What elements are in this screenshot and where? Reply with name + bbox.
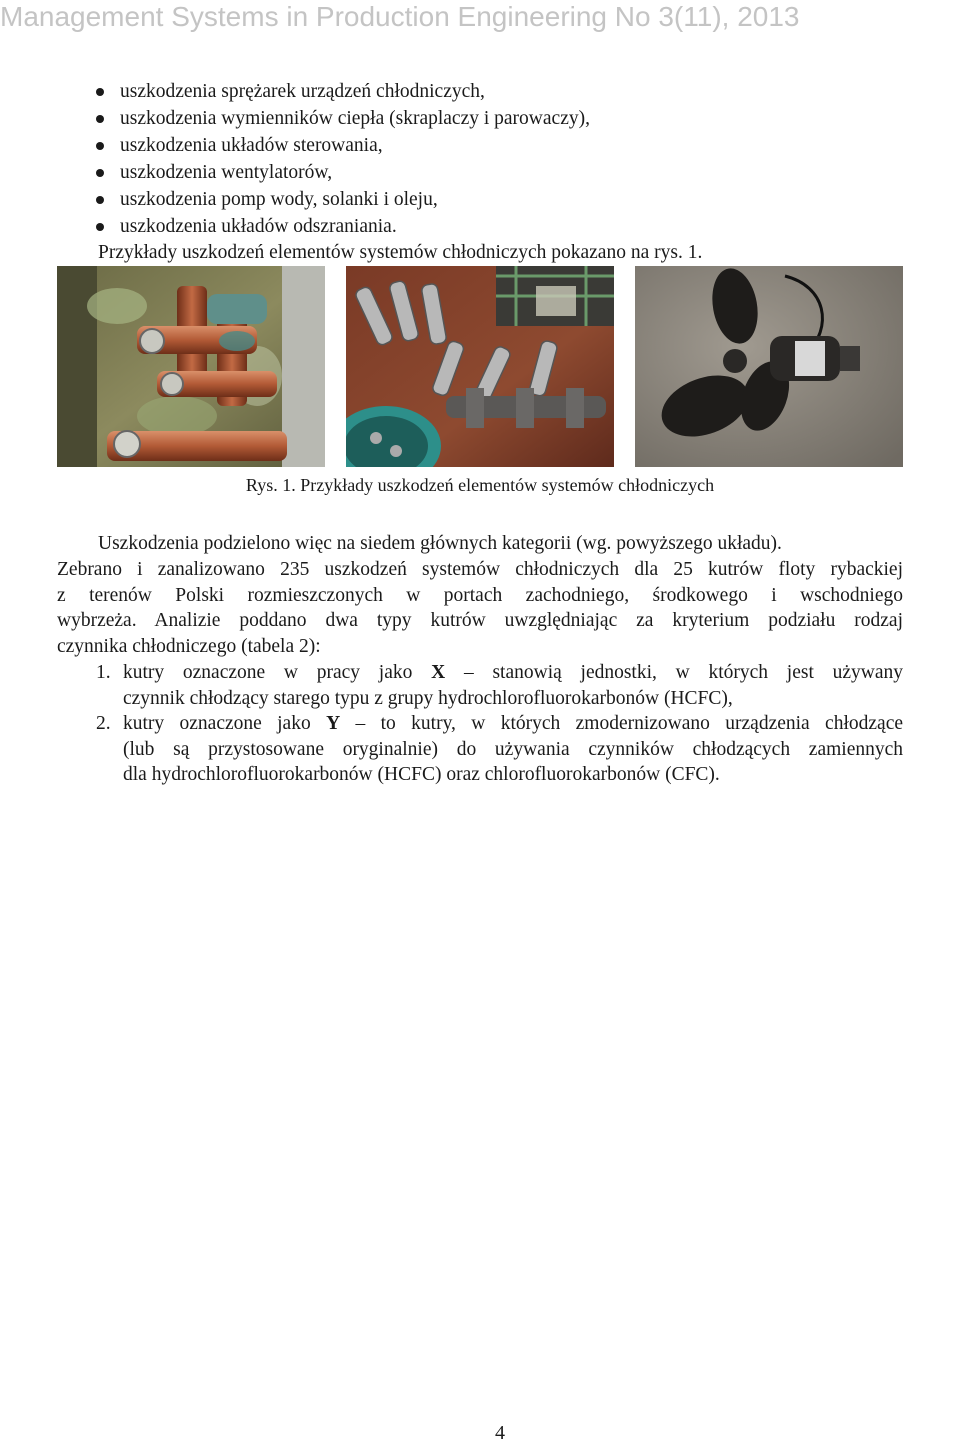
item-rest: – stanowią jednostki, w których jest używany bbox=[463, 662, 903, 683]
damage-list bbox=[96, 78, 916, 240]
list-item-text: uszkodzenia sprężarek urządzeń chłodniczych, bbox=[120, 81, 485, 102]
list-item bbox=[96, 186, 916, 213]
bullet-icon bbox=[96, 196, 104, 204]
item-continuation: dla hydrochlorofluorokarbonów (HCFC) oraz chlorofluorokarbonów (CFC). bbox=[123, 764, 720, 785]
paragraph-line: Uszkodzenia podzielono więc na siedem głównych kategorii (wg. powyższego układu). bbox=[98, 533, 782, 554]
boat-type-x: X bbox=[431, 662, 446, 683]
item-first-line bbox=[123, 711, 903, 737]
paragraph-line: z terenów Polski rozmieszczonych w portach zachodniego, środkowego i wschodniego bbox=[57, 585, 903, 606]
item-continuation: (lub są przystosowane oryginalnie) do używania czynników chłodzących zamiennych bbox=[123, 739, 903, 760]
page-number: 4 bbox=[495, 1422, 505, 1444]
intro-sentence: Przykłady uszkodzeń elementów systemów chłodniczych pokazano na rys. 1. bbox=[98, 242, 703, 263]
list-item-text: uszkodzenia pomp wody, solanki i oleju, bbox=[120, 189, 438, 210]
list-item bbox=[96, 213, 916, 240]
paragraph-line: czynnika chłodniczego (tabela 2): bbox=[57, 636, 321, 657]
item-number: 2. bbox=[96, 713, 111, 734]
list-item-text: uszkodzenia układów sterowania, bbox=[120, 135, 383, 156]
item-rest: – to kutry, w których zmodernizowano urządzenia chłodzące bbox=[355, 713, 904, 734]
bullet-icon bbox=[96, 115, 104, 123]
figure-caption: Rys. 1. Przykłady uszkodzeń elementów systemów chłodniczych bbox=[245, 475, 715, 495]
bullet-icon bbox=[96, 88, 104, 96]
list-item-text: uszkodzenia układów odszraniania. bbox=[120, 216, 397, 237]
item-first-line bbox=[123, 660, 903, 686]
compressor-parts-photo bbox=[346, 266, 614, 467]
list-item bbox=[96, 78, 916, 105]
bullet-icon bbox=[96, 223, 104, 231]
bullet-icon bbox=[96, 142, 104, 150]
bullet-icon bbox=[96, 169, 104, 177]
item-continuation: czynnik chłodzący starego typu z grupy hydrochlorofluorokarbonów (HCFC), bbox=[123, 688, 733, 709]
paragraph-line: wybrzeża. Analizie poddano dwa typy kutrów uwzględniając za kryterium podziału rodzaj bbox=[57, 610, 903, 631]
list-item-text: uszkodzenia wentylatorów, bbox=[120, 162, 333, 183]
item-number: 1. bbox=[96, 662, 111, 683]
figure-1 bbox=[57, 266, 903, 467]
item-prefix: kutry oznaczone w pracy jako bbox=[123, 662, 413, 683]
fan-motor-photo bbox=[635, 266, 903, 467]
running-header: Management Systems in Production Engineering No 3(11), 2013 bbox=[0, 1, 800, 32]
item-prefix: kutry oznaczone jako bbox=[123, 713, 311, 734]
boat-type-y: Y bbox=[326, 713, 341, 734]
paragraph-line: Zebrano i zanalizowano 235 uszkodzeń systemów chłodniczych dla 25 kutrów floty rybackiej bbox=[57, 559, 903, 580]
corroded-pipes-photo bbox=[57, 266, 325, 467]
list-item bbox=[96, 132, 916, 159]
list-item bbox=[96, 105, 916, 132]
list-item-text: uszkodzenia wymienników ciepła (skraplaczy i parowaczy), bbox=[120, 108, 590, 129]
list-item bbox=[96, 159, 916, 186]
